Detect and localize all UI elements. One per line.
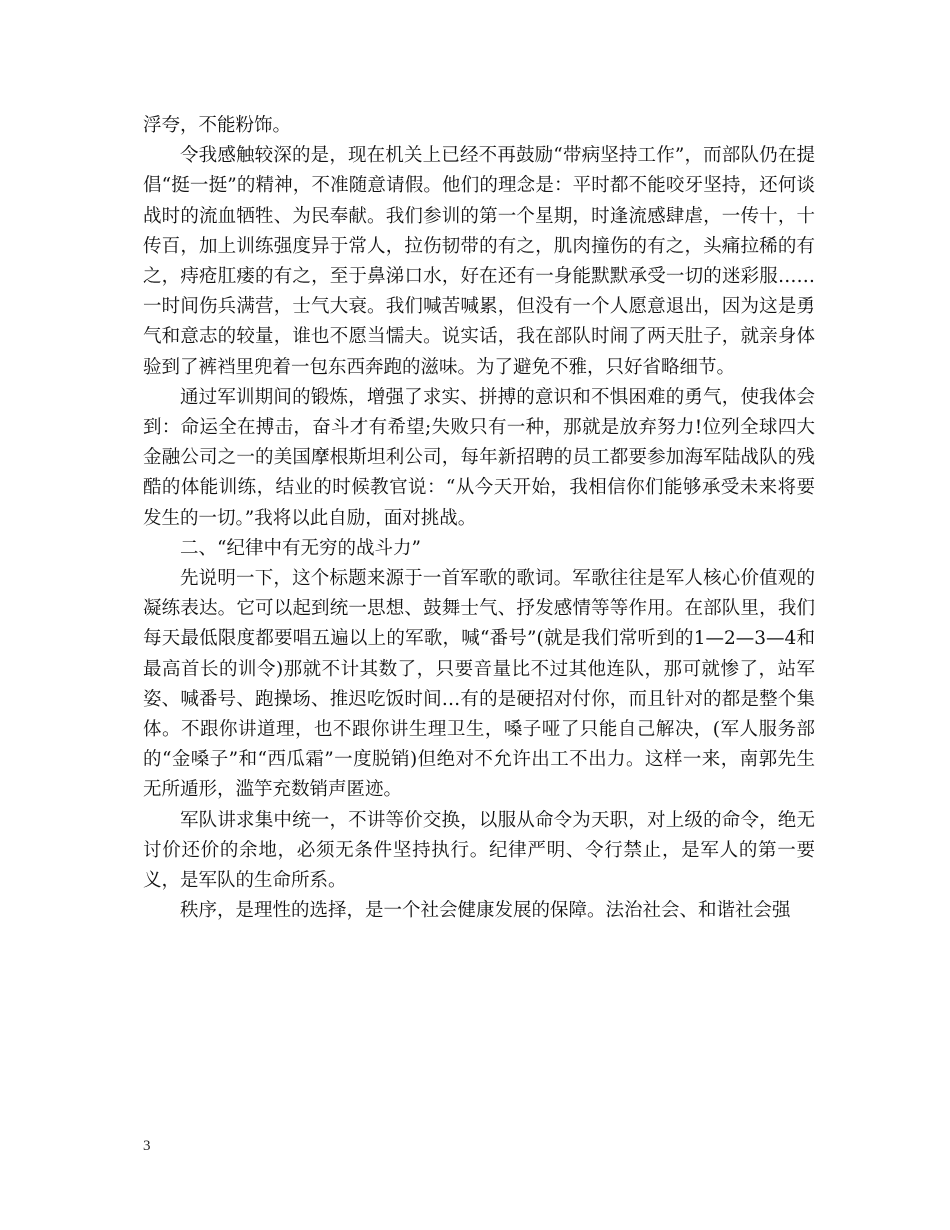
section-heading: 二、“纪律中有无穷的战斗力” xyxy=(180,537,421,559)
paragraph: 浮夸，不能粉饰。 xyxy=(143,115,292,136)
paragraph: 秩序，是理性的选择，是一个社会健康发展的保障。法治社会、和谐社会强 xyxy=(180,900,791,922)
paragraph: 军队讲求集中统一，不讲等价交换，以服从命令为天职，对上级的命令，绝无讨价还价的余地，必须无条件坚持执行。纪律严明、令行禁止，是军人的第一要义，是军队的生命所系。 xyxy=(143,809,815,892)
paragraph: 令我感触较深的是，现在机关上已经不再鼓励“带病坚持工作”，而部队仍在提倡“挺一挺”的精神，不准随意请假。他们的理念是：平时都不能咬牙坚持，还何谈战时的流血牺牲、为民奉献。我们参训的第一个星期，时逢流感肆虐，一传十，十传百，加上训练强度异于常人，拉伤韧带的有之，肌肉撞伤的有之，头痛拉稀的有之，痔疮肛瘘的有之，至于鼻涕口水，好在还有一身能默默承受一切的迷彩服……一时间伤兵满营，士气大衰。我们喊苦喊累，但没有一个人愿意退出，因为这是勇气和意志的较量，谁也不愿当懦夫。说实话，我在部队时闹了两天肚子，就亲身体验到了裤裆里兜着一包东西奔跑的滋味。为了避免不雅，只好省略细节。 xyxy=(143,145,815,378)
paragraph: 先说明一下，这个标题来源于一首军歌的歌词。军歌往往是军人核心价值观的凝练表达。它可以起到统一思想、鼓舞士气、抒发感情等等作用。在部队里，我们每天最低限度都要唱五遍以上的军歌，喊“番号”(就是我们常听到的1—2—3—4和最高首长的训令)那就不计其数了，只要音量比不过其他连队，那可就惨了，站军姿、喊番号、跑操场、推迟吃饭时间…有的是硬招对付你，而且针对的都是整个集体。不跟你讲道理，也不跟你讲生理卫生，嗓子哑了只能自己解决，(军人服务部的“金嗓子”和“西瓜霜”一度脱销)但绝对不允许出工不出力。这样一来，南郭先生无所遁形，滥竽充数销声匿迹。 xyxy=(143,568,815,801)
page-number: 3 xyxy=(143,1138,151,1154)
page-body xyxy=(143,111,815,926)
paragraph: 通过军训期间的锻炼，增强了求实、拼搏的意识和不惧困难的勇气，使我体会到：命运全在搏击，奋斗才有希望;失败只有一种，那就是放弃努力!位列全球四大金融公司之一的美国摩根斯坦利公司，每年新招聘的员工都要参加海军陆战队的残酷的体能训练，结业的时候教官说：“从今天开始，我相信你们能够承受未来将要发生的一切。”我将以此自励，面对挑战。 xyxy=(143,386,815,529)
